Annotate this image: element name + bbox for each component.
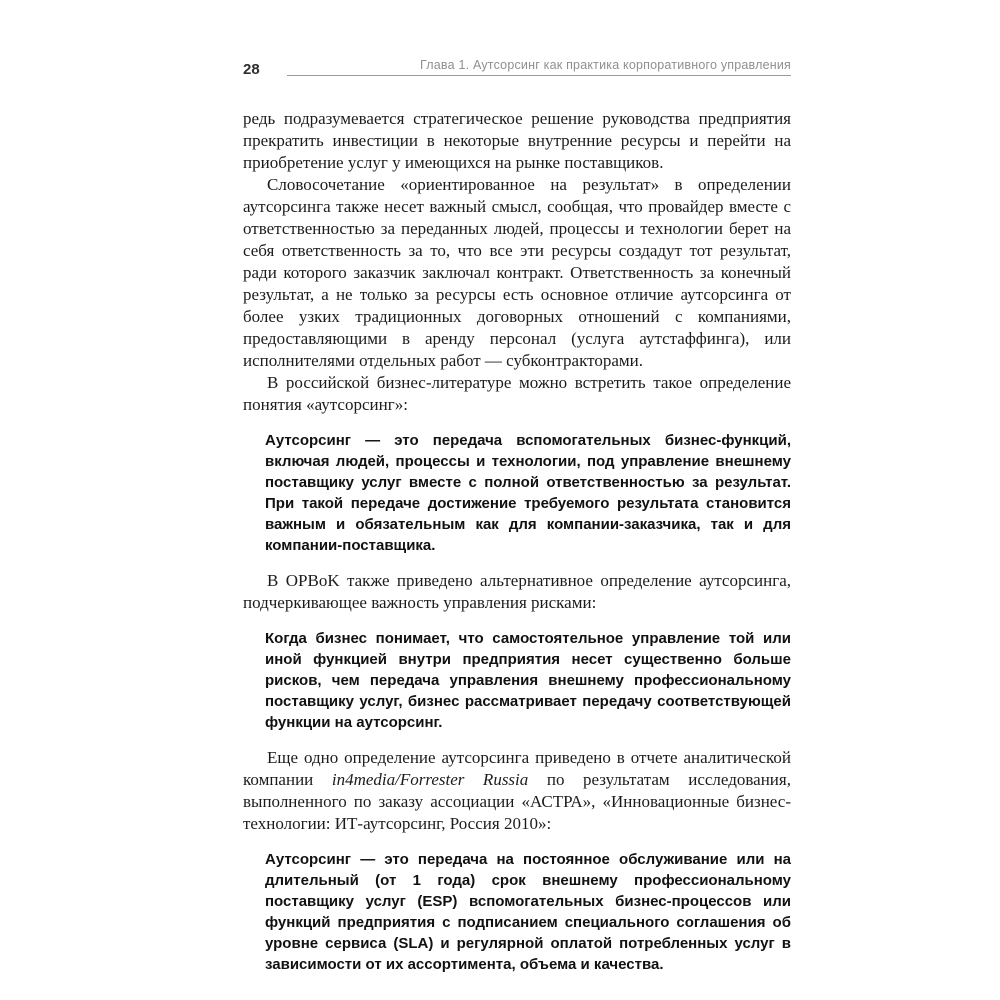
paragraph: редь подразумевается стратегическое решение руководства предприятия прекратить инвестиции в некоторые внутренние ресурсы и перейти на приобретение услуг у имеющихся на рынке поставщиков. [243, 109, 791, 172]
page-number: 28 [243, 61, 260, 78]
page-content [243, 56, 791, 989]
definition-quote: Когда бизнес понимает, что самостоятельное управление той или иной функцией внутри предприятия несет существенно больше рисков, чем передача управления внешнему профессиональному поставщику услуг, бизнес рассматривает передачу соответствующей функции на аутсорсинг. [265, 630, 791, 731]
definition-quote: Аутсорсинг — это передача на постоянное обслуживание или на длительный (от 1 года) срок внешнему профессиональному поставщику услуг (ESP) вспомогательных бизнес-процессов или функций предприятия с подписанием специального соглашения об уровне сервиса (SLA) и регулярной оплатой потребленных услуг в зависимости от их ассортимента, объема и качества. [265, 851, 791, 973]
header-divider [287, 75, 791, 76]
chapter-title: Глава 1. Аутсорсинг как практика корпоративного управления [420, 58, 791, 72]
running-head [243, 56, 791, 80]
source-name: in4media/Forrester Russia [331, 770, 529, 789]
paragraph: Словосочетание «ориентированное на результат» в определении аутсорсинга также несет важный смысл, сообщая, что провайдер вместе с ответственностью за переданных людей, процессы и технологии берет на себя ответственность за то, что все эти ресурсы создадут тот результат, ради которого заказчик заключал контракт. Ответственность за конечный результат, а не только за ресурсы есть основное отличие аутсорсинга от более узких традиционных договорных отношений с компаниями, предоставляющими в аренду персонал (услуга аутстаффинга), или исполнителями отдельных работ — субконтракторами. [243, 175, 791, 370]
paragraph-text: Еще одно определение аутсорсинга приведено в отчете аналитической компании [243, 748, 791, 789]
paragraph-text: по результатам исследования, выполненного по заказу ассоциации «АСТРА», «Инновационные бизнес-технологии: ИТ-аутсорсинг, Россия 2010»: [243, 770, 791, 833]
paragraph: В OPBoK также приведено альтернативное определение аутсорсинга, подчеркивающее важность управления рисками: [243, 571, 791, 612]
paragraph: В российской бизнес-литературе можно встретить такое определение понятия «аутсорсинг»: [243, 373, 791, 414]
paragraph [243, 747, 791, 835]
definition-quote: Аутсорсинг — это передача вспомогательных бизнес-функций, включая людей, процессы и технологии, под управление внешнему поставщику услуг вместе с полной ответственностью за результат. При такой передаче достижение требуемого результата становится важным и обязательным как для компании-заказчика, так и для компании-поставщика. [265, 432, 791, 554]
body-text [243, 108, 791, 975]
